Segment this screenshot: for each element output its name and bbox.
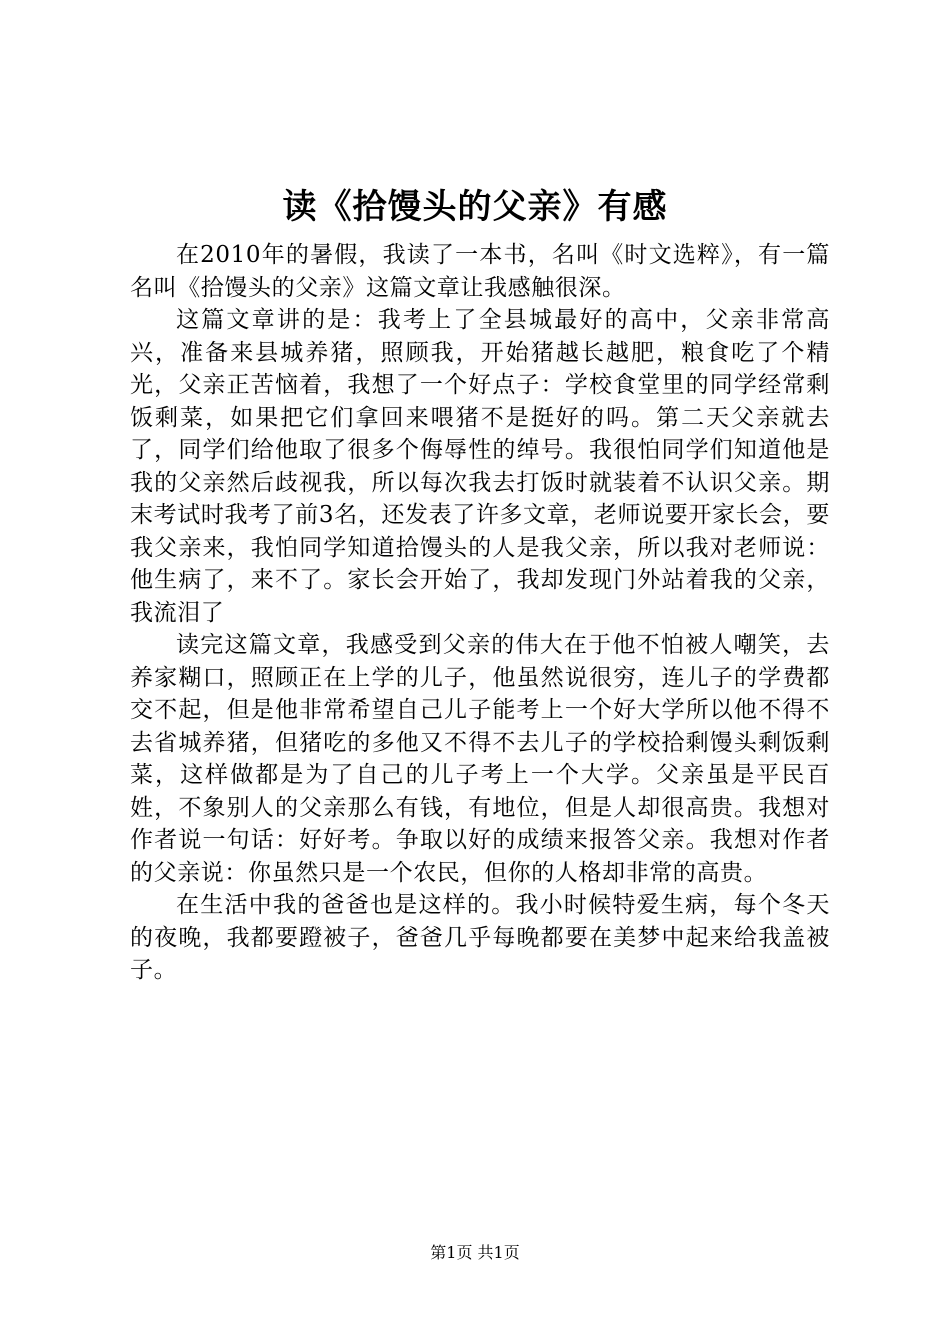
paragraph-summary: 这篇文章讲的是：我考上了全县城最好的高中，父亲非常高兴，准备来县城养猪，照顾我，开始猪越长越肥，粮食吃了个精光，父亲正苦恼着，我想了一个好点子：学校食堂里的同学经常剩饭剩菜，如果把它们拿回来喂猪不是挺好的吗。第二天父亲就去了，同学们给他取了很多个侮辱性的绰号。我很怕同学们知道他是我的父亲然后歧视我，所以每次我去打饭时就装着不认识父亲。期末考试时我考了前3名，还发表了许多文章，老师说要开家长会，要我父亲来，我怕同学知道拾馒头的人是我父亲，所以我对老师说：他生病了，来不了。家长会开始了，我却发现门外站着我的父亲，我流泪了 bbox=[130, 307, 830, 626]
page-footer: 第1页 共1页 bbox=[430, 1243, 520, 1262]
document-body bbox=[130, 239, 830, 987]
paragraph-personal: 在生活中我的爸爸也是这样的。我小时候特爱生病，每个冬天的夜晚，我都要蹬被子，爸爸几乎每晚都要在美梦中起来给我盖被子。 bbox=[130, 892, 830, 983]
document-title: 读《拾馒头的父亲》有感 bbox=[282, 187, 668, 227]
paragraph-intro: 在2010年的暑假，我读了一本书，名叫《时文选粹》，有一篇名叫《拾馒头的父亲》这篇文章让我感触很深。 bbox=[130, 242, 830, 301]
paragraph-reflection: 读完这篇文章，我感受到父亲的伟大在于他不怕被人嘲笑，去养家糊口，照顾正在上学的儿子，他虽然说很穷，连儿子的学费都交不起，但是他非常希望自己儿子能考上一个好大学所以他不得不去省城养猪，但猪吃的多他又不得不去儿子的学校拾剩馒头剩饭剩菜，这样做都是为了自己的儿子考上一个大学。父亲虽是平民百姓，不象别人的父亲那么有钱，有地位，但是人却很高贵。我想对作者说一句话：好好考。争取以好的成绩来报答父亲。我想对作者的父亲说：你虽然只是一个农民，但你的人格却非常的高贵。 bbox=[130, 632, 830, 886]
